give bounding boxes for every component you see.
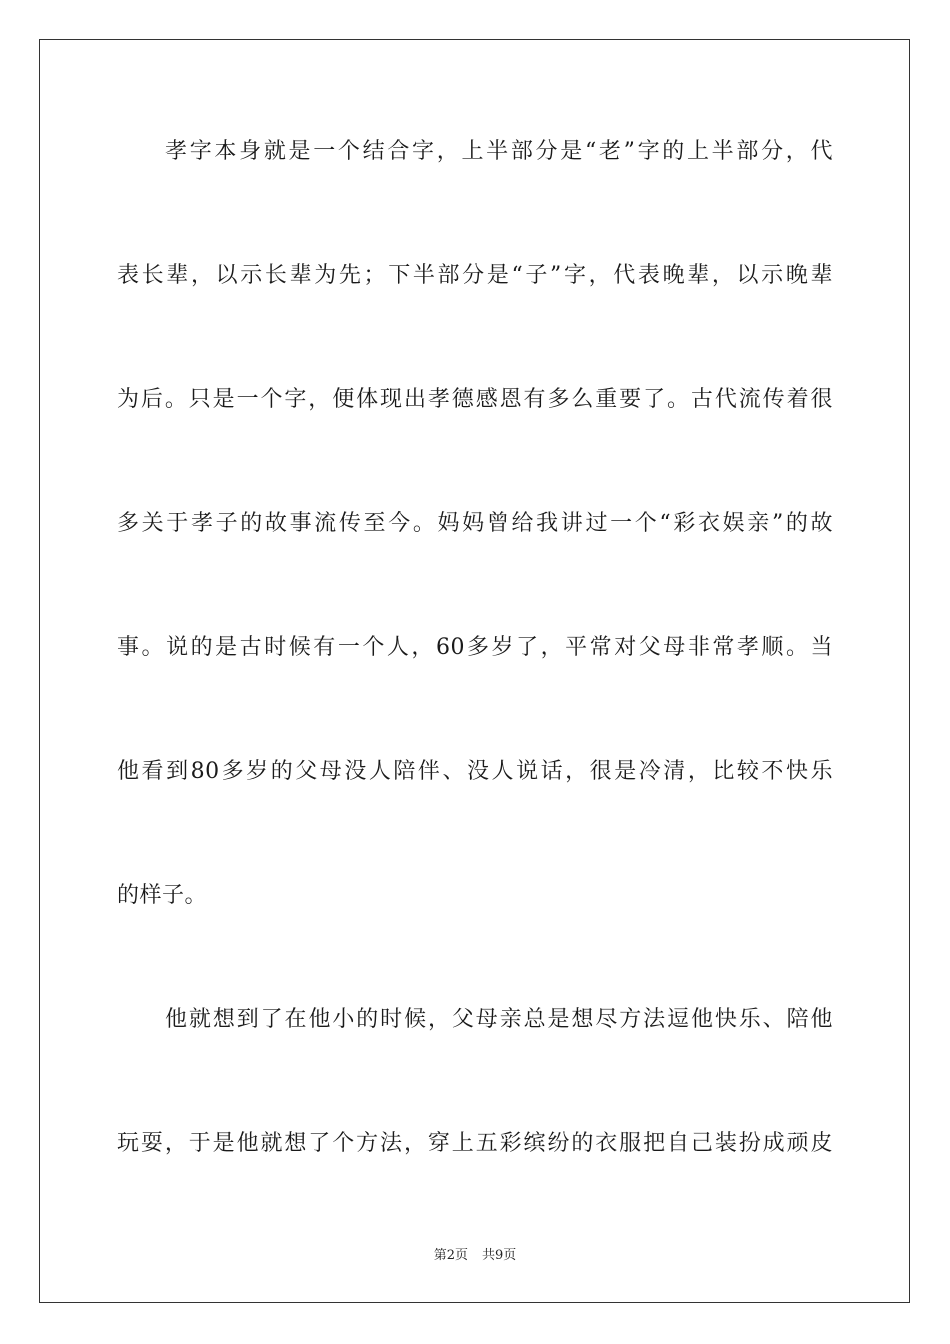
paragraph-2-line-2: 玩耍，于是他就想了个方法，穿上五彩缤纷的衣服把自己装扮成顽皮 — [117, 1131, 833, 1156]
paragraph-1-line-6: 他看到80多岁的父母没人陪伴、没人说话，很是冷清，比较不快乐 — [117, 759, 833, 784]
page-total: 共9页 — [482, 1248, 517, 1263]
paragraph-2-line-1: 他就想到了在他小的时候，父母亲总是想尽方法逗他快乐、陪他 — [165, 1007, 833, 1032]
page-footer — [0, 1248, 950, 1264]
paragraph-1-line-3: 为后。只是一个字，便体现出孝德感恩有多么重要了。古代流传着很 — [117, 387, 833, 412]
page-frame — [39, 39, 910, 1303]
paragraph-1-line-1: 孝字本身就是一个结合字，上半部分是“老”字的上半部分，代 — [165, 139, 833, 164]
paragraph-1-line-7: 的样子。 — [117, 883, 208, 908]
page-number: 第2页 — [433, 1248, 468, 1263]
paragraph-1-line-2: 表长辈，以示长辈为先；下半部分是“子”字，代表晚辈，以示晚辈 — [117, 263, 833, 288]
paragraph-1-line-4: 多关于孝子的故事流传至今。妈妈曾给我讲过一个“彩衣娱亲”的故 — [117, 511, 833, 536]
paragraph-1-line-5: 事。说的是古时候有一个人，60多岁了，平常对父母非常孝顺。当 — [117, 635, 833, 660]
